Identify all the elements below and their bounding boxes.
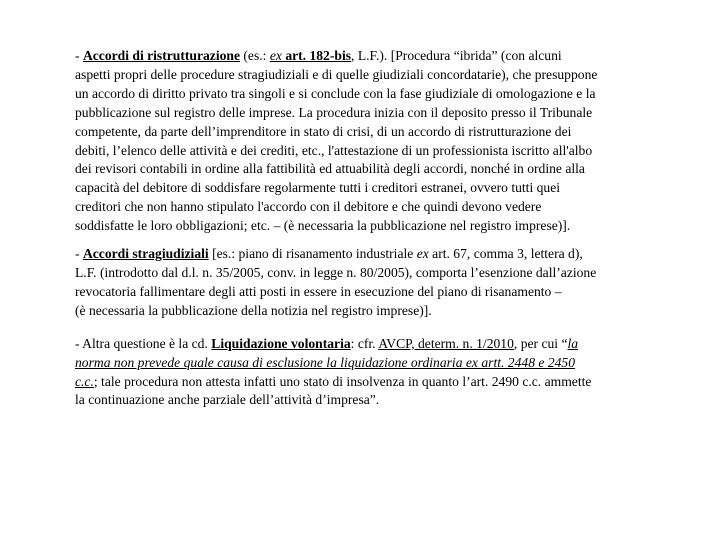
text-line bbox=[75, 335, 689, 354]
paragraph-accordi-ristrutturazione bbox=[75, 47, 689, 236]
text-line bbox=[75, 123, 689, 142]
text-line bbox=[75, 179, 689, 198]
text-run: pubblicazione sul registro delle imprese. La procedura inizia con il deposito presso il Tribunale bbox=[75, 104, 593, 120]
document-body bbox=[75, 47, 689, 410]
text-run: AVCP, determ. n. 1/2010 bbox=[378, 335, 514, 351]
text-run: revocatoria fallimentare degli atti posti in essere in esecuzione del piano di risanamento – bbox=[75, 283, 562, 299]
text-line bbox=[75, 66, 689, 85]
text-run: Liquidazione volontaria bbox=[211, 335, 351, 351]
text-run: art. 67, comma 3, lettera d), bbox=[428, 246, 583, 262]
text-run: c.c. bbox=[75, 373, 94, 389]
text-run: L.F. (introdotto dal d.l. n. 35/2005, conv. in legge n. 80/2005), comporta l’esenzione dall’azione bbox=[75, 264, 597, 280]
text-run: - Altra questione è la cd. bbox=[75, 335, 212, 351]
text-line bbox=[75, 104, 689, 123]
text-run: , L.F.). [Procedura “ibrida” (con alcuni bbox=[351, 48, 562, 63]
text-run: art. 182-bis bbox=[285, 48, 352, 63]
text-line bbox=[75, 217, 689, 236]
text-run: soddisfatte le loro obbligazioni; etc. – (è necessaria la pubblicazione nel registro imprese)]. bbox=[75, 218, 571, 234]
text-line bbox=[75, 160, 689, 179]
text-run: competente, da parte dell’imprenditore in stato di crisi, di un accordo di ristrutturazione dei bbox=[75, 123, 572, 139]
text-run: dei revisori contabili in ordine alla fattibilità ed attuabilità degli accordi, nonché in ordine alla bbox=[75, 161, 585, 177]
text-run: (è necessaria la pubblicazione della notizia nel registro imprese)]. bbox=[75, 302, 432, 318]
text-line bbox=[75, 302, 689, 321]
paragraph-liquidazione-volontaria bbox=[75, 335, 689, 411]
text-run: [es.: piano di risanamento industriale bbox=[208, 246, 417, 262]
text-line bbox=[75, 47, 689, 66]
text-run: un accordo di diritto privato tra singoli e si conclude con la fase giudiziale di omologazione e la bbox=[75, 85, 596, 101]
text-line bbox=[75, 283, 689, 302]
text-run: creditori che non hanno stipulato l'accordo con il debitore e che quindi devono vedere bbox=[75, 199, 542, 215]
text-run: Accordi di ristrutturazione bbox=[82, 48, 240, 63]
text-line bbox=[75, 142, 689, 161]
text-run: - bbox=[75, 246, 83, 262]
text-line bbox=[75, 264, 689, 283]
text-run: : cfr. bbox=[350, 335, 379, 351]
text-run: ex bbox=[416, 246, 429, 262]
text-line bbox=[75, 373, 689, 392]
text-run: ; tale procedura non attesta infatti uno stato di insolvenza in quanto l’art. 2490 c.c. ammette bbox=[93, 373, 592, 389]
text-run: , per cui “ bbox=[513, 335, 568, 351]
text-run: Accordi stragiudiziali bbox=[82, 246, 209, 262]
text-run: aspetti propri delle procedure stragiudiziali e di quelle giudiziali concordatarie), che presuppone bbox=[75, 66, 598, 82]
text-line bbox=[75, 391, 689, 410]
text-run: - bbox=[75, 48, 83, 63]
text-run: la bbox=[567, 335, 579, 351]
text-run: ex bbox=[269, 48, 282, 63]
text-run: debiti, l’elenco delle attività e dei crediti, etc., l'attestazione di un professionista iscritto all'albo bbox=[75, 142, 593, 158]
text-run: la continuazione anche parziale dell’attività d’impresa”. bbox=[75, 392, 380, 408]
text-line bbox=[75, 354, 689, 373]
text-line bbox=[75, 245, 689, 264]
text-run: capacità del debitore di soddisfare regolarmente tutti i creditori estranei, ovvero tutti quei bbox=[75, 180, 561, 196]
text-run: (es.: bbox=[240, 48, 270, 63]
text-line bbox=[75, 85, 689, 104]
text-line bbox=[75, 198, 689, 217]
text-run: norma non prevede quale causa di esclusione la liquidazione ordinaria ex artt. 2448 e 2450 bbox=[75, 354, 576, 370]
paragraph-accordi-stragiudiziali bbox=[75, 245, 689, 321]
